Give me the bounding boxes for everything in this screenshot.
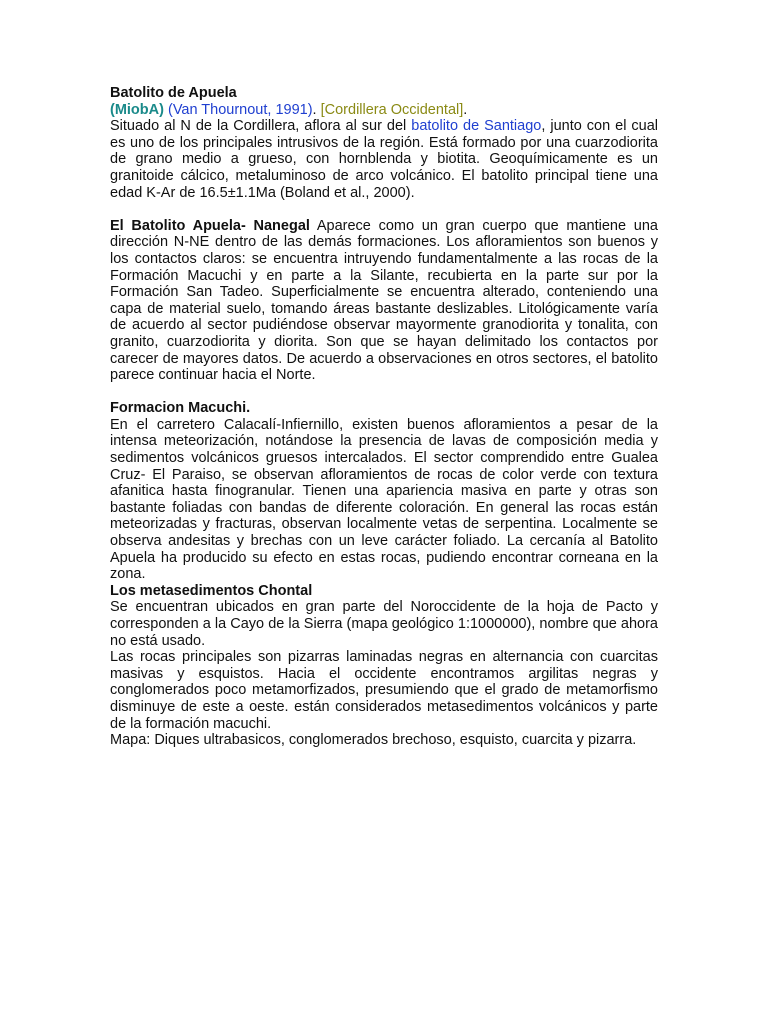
- apuela-heading: [110, 85, 658, 102]
- apuela-title: Batolito de Apuela: [110, 85, 237, 101]
- chontal-heading: [110, 583, 658, 600]
- separator: .: [312, 101, 317, 118]
- macuchi-heading: [110, 400, 658, 417]
- author-reference: (Van Thournout, 1991): [167, 101, 313, 118]
- apuela-text-b: , junto con el cual es uno de los principales intrusivos de la región. Está formado por una cuarzodiorita de grano medio a grueso, con hornblenda y biotita. Geoquímicamente es un granitoide cálcico, metaluminoso de arco volcánico. El batolito principal tiene una edad K-Ar de 16.5±1.1Ma (Boland et al., 2000).: [110, 118, 659, 201]
- nanegal-paragraph: [110, 218, 658, 384]
- separator: .: [463, 101, 468, 118]
- unit-code: (MiobA): [110, 101, 164, 118]
- chontal-paragraph-2: Las rocas principales son pizarras laminadas negras en alternancia con cuarcitas masivas y esquistos. Hacia el occidente encontramos argilitas negras y conglomerados poco metamorfizados, presumiendo que el grado de metamorfismo disminuye de este a oeste. están considerados metasedimentos volcánicos y parte de la formación macuchi.: [110, 649, 658, 732]
- chontal-paragraph-3: Mapa: Diques ultrabasicos, conglomerados brechoso, esquisto, cuarcita y pizarra.: [110, 732, 637, 749]
- region-tag: [Cordillera Occidental]: [320, 101, 464, 118]
- nanegal-text: Aparece como un gran cuerpo que mantiene una dirección N-NE dentro de las demás formaciones. Los afloramientos son buenos y los contactos claros: se encuentra intruyendo fundamentalmente a las rocas de la Formación Macuchi y en parte a la Silante, recubierta en la parte sur por la Formación San Tadeo. Superficialmente se encuentra alterado, conteniendo una capa de material suelo, tomando áreas bastante deslizables. Litológicamente varía de acuerdo al sector pudiéndose observar mayormente granodiorita y tonalita, con granito, cuarzodiorita y diorita. Son que se hayan delimitado los contactos por carecer de mayores datos. De acuerdo a observaciones en otros sectores, el batolito parece continuar hacia el Norte.: [110, 217, 658, 384]
- chontal-title: Los metasedimentos Chontal: [110, 582, 313, 599]
- nanegal-title: El Batolito Apuela- Nanegal: [110, 217, 310, 234]
- santiago-link[interactable]: batolito de Santiago: [411, 118, 542, 135]
- macuchi-paragraph: En el carretero Calacalí-Infiernillo, existen buenos afloramientos a pesar de la intensa meteorización, notándose la presencia de lavas de composición media y sedimentos volcánicos gruesos intercalados. El sector comprendido entre Gualea Cruz- El Paraiso, se observan afloramientos de rocas de color verde con textura afanitica hasta finogranular. Tienen una apariencia masiva en parte y otras son bastante foliadas con bandas de diferente coloración. En general las rocas están meteorizadas y fracturas, observan localmente vetas de serpentina. Localmente se observa andesitas y brechas con un leve carácter foliado. La cercanía al Batolito Apuela ha producido su efecto en estas rocas, pudiendo encontrar corneana en la zona.: [110, 416, 658, 583]
- apuela-text-a: Situado al N de la Cordillera, aflora al sur del: [110, 118, 412, 135]
- apuela-paragraph: [110, 118, 658, 201]
- macuchi-title: Formacion Macuchi.: [110, 400, 251, 417]
- apuela-reference-line: [110, 102, 658, 119]
- chontal-paragraph-1: Se encuentran ubicados en gran parte del Noroccidente de la hoja de Pacto y corresponden a la Cayo de la Sierra (mapa geológico 1:1000000), nombre que ahora no está usado.: [110, 599, 658, 649]
- document-page: [110, 85, 658, 749]
